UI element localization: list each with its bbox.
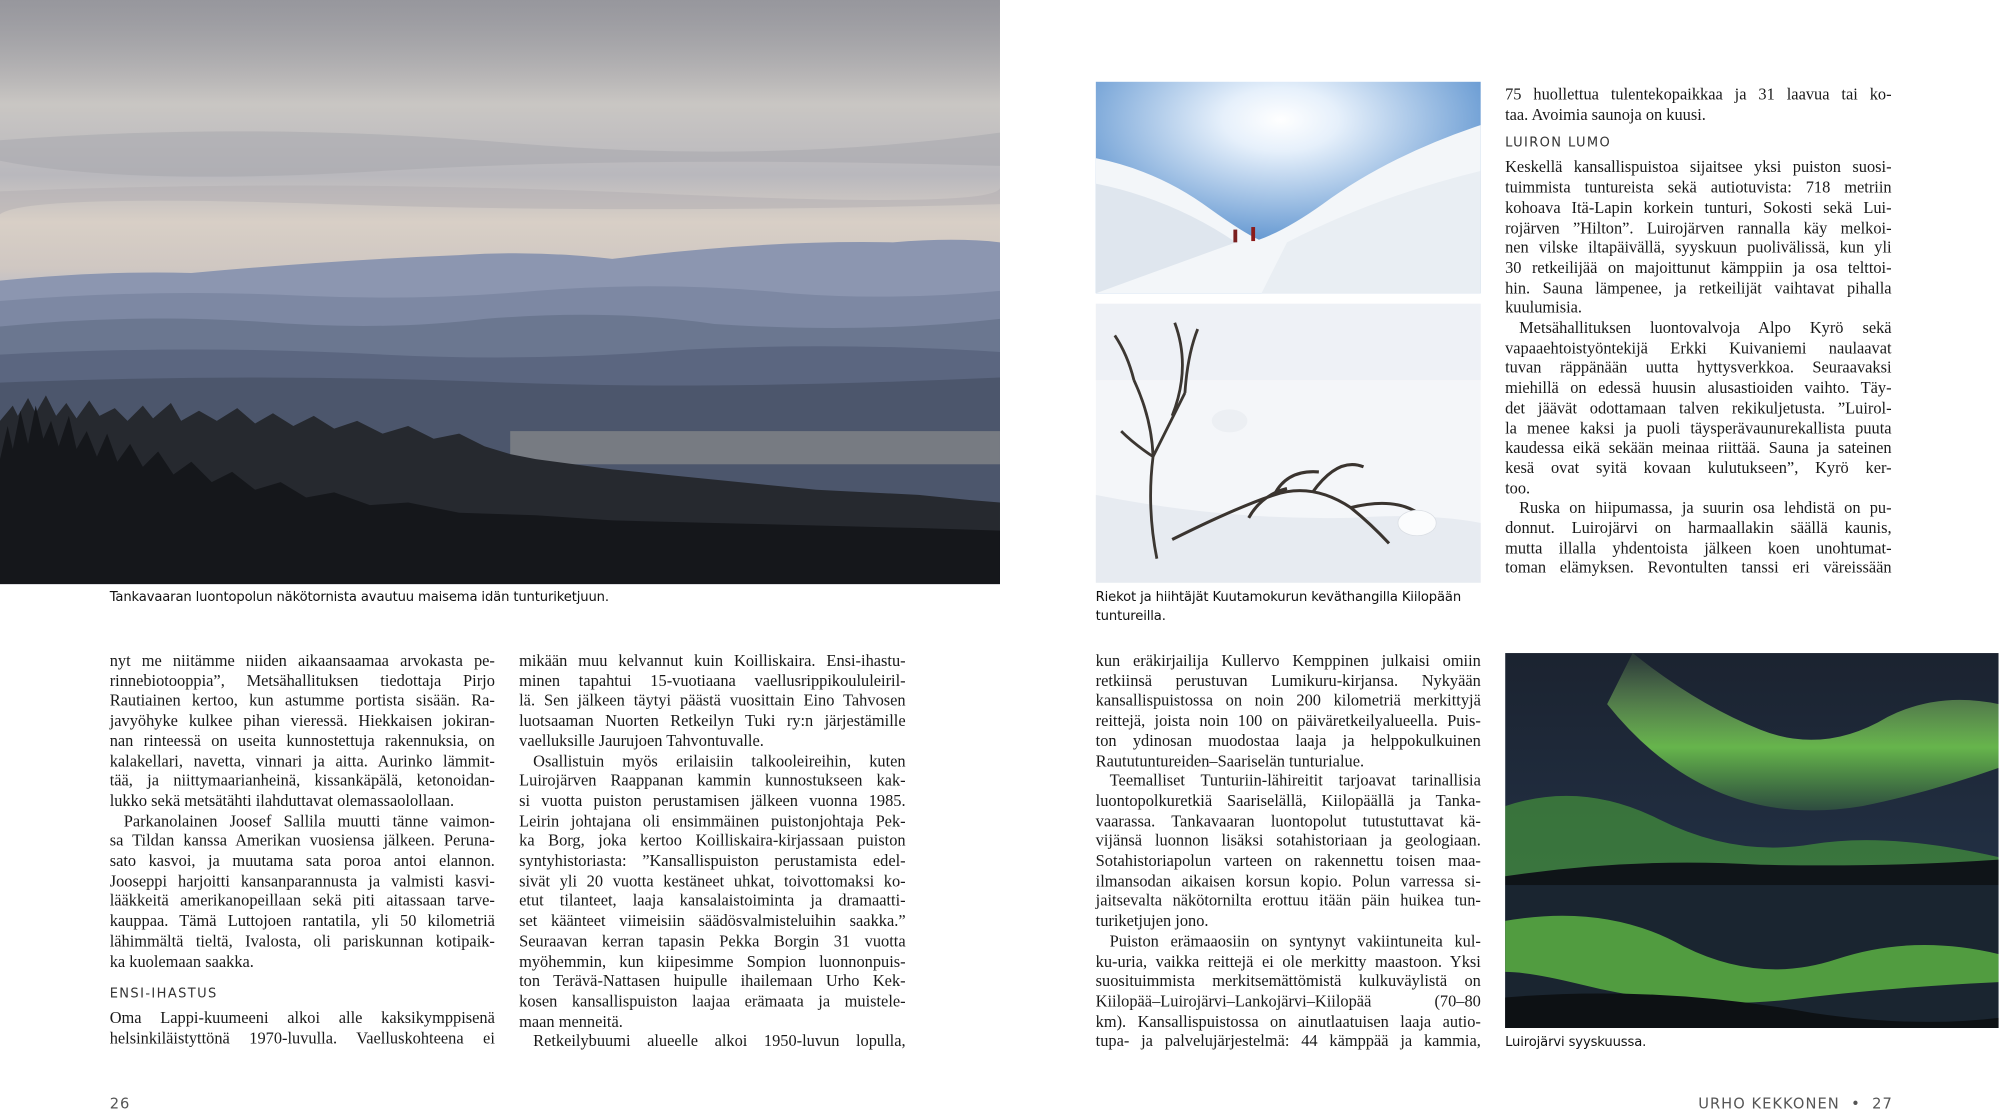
body-line: nan rinteessä on useita kunnostettuja rakennuksia, on <box>109 731 495 750</box>
body-line: Parkanolainen Joosef Sallila muutti tänne vaimon- <box>123 812 495 830</box>
body-line: toman elämyksen. Revontulten tanssi eri väreissään <box>1505 559 1892 578</box>
body-line: ton Terävä-Nattasen huipulle ihailemaan Urho Kek- <box>519 972 906 991</box>
body-line: Sotahistoriapolun varteen on rakennettu toisen maa- <box>1095 852 1481 870</box>
body-line: sa Tildan kanssa Amerikan vuosiensa jälkeen. Peruna- <box>109 832 495 850</box>
body-line: kohoava Itä-Lapin korkein tunturi, Sokosti sekä Lui- <box>1505 198 1892 217</box>
body-line: ka kuolemaan saakka. <box>109 952 254 971</box>
body-line: mutta illalla yhdentoista jälkeen koen unohtumat- <box>1505 539 1892 558</box>
body-line: mikään muu kelvannut kuin Koilliskaira. Ensi-ihastu- <box>519 651 906 670</box>
landscape-image <box>0 0 1000 584</box>
body-line: Metsähallituksen luontovalvoja Alpo Kyrö sekä <box>1519 318 1892 337</box>
skier-figure <box>1233 230 1237 243</box>
body-line: vijänsä luonnon lisäksi sotahistoriaan ja geologiaan. <box>1095 832 1481 850</box>
text-column-4 <box>1505 85 1891 579</box>
body-line: det jäävät odottamaan talven rekikuljetusta. ”Luirol- <box>1505 399 1892 417</box>
body-line: kalakellari, navetta, vinnari ja aitta. Aurinko lämmit- <box>109 751 495 770</box>
page-number-left: 26 <box>109 1094 131 1113</box>
body-line: lähimmältä tieltä, Ivalosta, oli pariskunnan kotipaik- <box>109 932 495 951</box>
body-line: tuvan räppänään uutta hyttysverkkoa. Seuraavaksi <box>1505 358 1892 377</box>
snow-photo <box>1096 82 1481 294</box>
body-line: maan menneitä. <box>519 1012 623 1031</box>
body-line: tää, ja niittymaarianheinä, kissankäpälä, ketonoidan- <box>109 771 495 790</box>
body-line: Teemalliset Tunturiin-lähireitit tarjoavat tarinallisia <box>1109 771 1481 790</box>
snow-caption: Riekot ja hiihtäjät Kuutamokurun keväthangilla Kiilopään tuntureilla. <box>1095 589 1462 624</box>
body-line: sivät yli 20 vuotta kestäneet uhkat, toivottomaksi ko- <box>519 872 906 890</box>
aurora-caption: Luirojärvi syyskuussa. <box>1505 1034 1647 1050</box>
body-line: vaarassa. Tankavaaran luontopolut tutustuttavat kä- <box>1095 812 1481 830</box>
body-line: si vuotta puiston perustamisen jälkeen vuonna 1985. <box>519 791 906 810</box>
body-line: rinnebiotooppia”, Metsähallituksen tiedottaja Pirjo <box>109 671 495 690</box>
aurora-photo <box>1505 653 1999 1028</box>
body-line: nen vilske iltapäivällä, syyskuun puolivälissä, kun yli <box>1505 238 1892 257</box>
body-line: retkiinsä perustuvan Lumikuru-kirjansa. Nykyään <box>1095 671 1481 690</box>
body-line: kansallispuistossa on noin 200 kilometriä merkittyjä <box>1095 691 1481 710</box>
body-line: Rautiainen kertoo, kun astumme portista sisään. Ra- <box>109 691 495 710</box>
body-line: ku-uria, vaikka reittejä ei ole merkitty maastoon. Yksi <box>1095 952 1481 971</box>
body-line: ka Borg, joka kertoo Koilliskaira-kirjassaan puiston <box>519 832 906 850</box>
body-line: donnut. Luirojärvi on harmaallakin säällä kaunis, <box>1505 519 1892 538</box>
body-line: ton ydinosan muodostaa laaja ja helppokulkuinen <box>1095 731 1481 750</box>
body-line: taa. Avoimia saunoja on kuusi. <box>1505 105 1706 124</box>
body-line: vaelluksille Jaurujoen Tahvontuvalle. <box>519 731 764 750</box>
body-line: Raututuntureiden–Saariselän tunturialue. <box>1095 751 1365 770</box>
body-line: Seuraavan kerran tapasin Pekka Borgin 31 vuotta <box>519 932 906 951</box>
body-line: kosen kansallispuiston laajaa erämaata ja muistele- <box>519 992 906 1011</box>
body-line: set käänteet viimeisiin säädösvalmisteluihin saakka.” <box>519 912 906 931</box>
body-line: etut tilanteet, laaja kansalaistoiminta ja dramaatti- <box>519 892 906 910</box>
body-line: tuimmista tuntureista sekä autiotuvista: 718 metriin <box>1505 178 1892 197</box>
body-line: suosituimmista merkitsemättömistä kulkuväylistä on <box>1095 972 1481 991</box>
body-line: nyt me niitämme niiden aikaansaamaa arvokasta pe- <box>109 651 495 670</box>
body-line: lukko sekä metsätähti ilahduttavat olemassaolollaan. <box>109 791 455 810</box>
body-line: Oma Lappi-kuumeeni alkoi alle kaksikymppisenä <box>109 1009 495 1028</box>
body-line: km). Kansallispuistossa on ainutlaatuisen laaja autio- <box>1095 1012 1481 1031</box>
body-line: lääkkeitä amerikanopeillaan sekä piti aitassaan tarve- <box>109 892 495 910</box>
body-line: sato kasvoi, ja muutama sata poroa antoi elannon. <box>109 852 495 870</box>
body-line: jaitsevalta näkötornilta erottuu itään päin huikea tun- <box>1095 892 1481 910</box>
body-line: tupa- ja palvelujärjestelmä: 44 kämppää ja kammia, <box>1095 1032 1481 1051</box>
body-line: kauppaa. Tämä Luttojoen rantatila, yli 50 kilometriä <box>109 912 495 931</box>
body-line: luotsaaman Nuorten Retkeilyn Tuki ry:n järjestämille <box>519 711 906 730</box>
body-line: vapaaehtoistyöntekijä Erkki Kuivaniemi naulaavat <box>1505 338 1892 357</box>
section-heading: ENSI-IHASTUS <box>109 987 218 1002</box>
body-line: Keskellä kansallispuistoa sijaitsee yksi puiston suosi- <box>1505 158 1892 177</box>
text-column-3 <box>1096 652 1481 1053</box>
body-line: 75 huollettua tulentekopaikkaa ja 31 laavua tai ko- <box>1505 85 1892 104</box>
body-line: hin. Sauna lämpenee, ja retkeilijät vaihtavat pihalla <box>1505 278 1892 297</box>
body-line: kun eräkirjailija Kullervo Kemppinen julkaisi omiin <box>1095 651 1481 670</box>
landscape-caption: Tankavaaran luontopolun näkötornista avautuu maisema idän tunturiketjuun. <box>109 589 609 605</box>
body-line: kesä ovat syitä kovaan kulutukseen”, Kyrö ker- <box>1505 459 1892 477</box>
snow-image <box>1096 82 1481 294</box>
body-line: Leirin johtajana oli ensimmäinen puistonjohtaja Pek- <box>519 812 906 830</box>
body-line: kaudessa eikä sekään meinaa riittää. Sauna ja sateinen <box>1505 439 1892 457</box>
body-line: javyöhyke kulkee pihan vieressä. Hiekkaisen jokiran- <box>109 711 495 730</box>
body-line: Jooseppi harjoitti kansanparannusta ja valmisti kasvi- <box>109 872 495 890</box>
aurora-image <box>1505 653 1999 1028</box>
body-line: Retkeilybuumi alueelle alkoi 1950-luvun lopulla, <box>533 1032 906 1051</box>
ptarmigan-image <box>1096 304 1481 583</box>
body-line: rojärven ”Hilton”. Luirojärven rannalla käy melkoi- <box>1505 218 1892 237</box>
body-line: Osallistuin myös erilaisiin talkooleireihin, kuten <box>533 751 906 770</box>
body-line: ilmansodan aikaisen korsun kopio. Polun varressa si- <box>1095 872 1481 890</box>
body-line: lä. Sen jälkeen täytyi päästä vuosittain Eino Tahvosen <box>519 691 906 710</box>
body-line: Kiilopää–Luirojärvi–Lankojärvi–Kiilopää (70–80 <box>1095 992 1481 1011</box>
body-line: luontopolkuretkiä Saariselällä, Kiilopäällä ja Tanka- <box>1095 791 1481 810</box>
landscape-photo <box>0 0 1000 584</box>
ptarmigan-tree-photo <box>1096 304 1481 583</box>
ptarmigan-bird <box>1212 409 1248 432</box>
body-line: helsinkiläistyttönä 1970-luvulla. Vaelluskohteena ei <box>109 1029 495 1048</box>
body-line: Ruska on hiipumassa, ja suurin osa lehdistä on pu- <box>1519 499 1892 518</box>
body-line: minen tapahtui 15-vuotiaana vaellusrippikoululeiril- <box>519 671 906 690</box>
text-column-1 <box>110 652 495 1050</box>
body-line: turiketjujen jono. <box>1095 912 1209 931</box>
text-column-2 <box>519 652 905 1053</box>
body-line: la menee kaksi ja puoli täysperävaunurekallista puuta <box>1505 419 1892 437</box>
body-line: miehillä on edessä huusin alusastioiden vaihto. Täy- <box>1505 379 1892 397</box>
section-heading: LUIRON LUMO <box>1505 136 1612 152</box>
body-line: syntyhistoriasta: ”Kansallispuiston perustamista edel- <box>519 852 906 870</box>
body-line: too. <box>1505 479 1531 498</box>
body-line: 30 retkeilijää on majoittunut kämppiin ja osa telttoi- <box>1505 258 1892 277</box>
body-line: kuulumisia. <box>1505 298 1582 317</box>
page-number-right: URHO KEKKONEN • 27 <box>1698 1094 1893 1113</box>
body-line: Puiston erämaaosiin on syntynyt vakiintuneita kul- <box>1109 932 1481 951</box>
body-line: reittejä, joista noin 100 on päiväretkeilyalueella. Puis- <box>1095 711 1481 730</box>
body-line: myöhemmin, kun kiipesimme Sompion luonnonpuis- <box>519 952 906 971</box>
body-line: Luirojärven Raappanan kammin kunnostukseen kak- <box>519 771 906 790</box>
